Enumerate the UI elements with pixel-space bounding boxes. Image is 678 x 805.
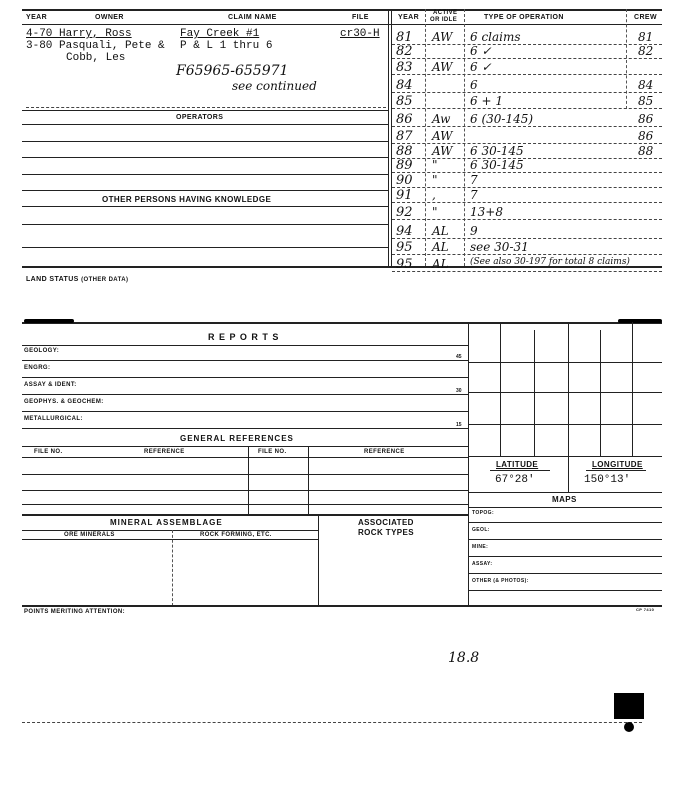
ore-minerals-label: ORE MINERALS bbox=[64, 532, 115, 538]
col-year2-label: YEAR bbox=[398, 14, 420, 21]
longitude-underline bbox=[586, 470, 646, 471]
log-crew: 86 bbox=[638, 112, 654, 126]
genref-col-reference-1: REFERENCE bbox=[144, 449, 185, 455]
log-year: 95 bbox=[396, 257, 413, 272]
claim-row-1: Fay Creek #1 bbox=[180, 28, 260, 40]
log-crew: 85 bbox=[638, 94, 654, 108]
log-year: 92 bbox=[396, 205, 413, 220]
grid-row-1 bbox=[468, 362, 662, 363]
mineral-header-rule bbox=[22, 539, 318, 540]
log-status: AL bbox=[432, 240, 449, 254]
log-year: 95 bbox=[396, 240, 413, 255]
mineral-top-rule bbox=[22, 514, 468, 516]
year-divider-right bbox=[391, 9, 392, 266]
genref-header-top bbox=[22, 446, 468, 447]
header-rule bbox=[22, 24, 662, 25]
report-row-label: GEOLOGY: bbox=[24, 348, 60, 354]
see-continued-handwritten: see continued bbox=[232, 79, 317, 93]
report-row-number: 15 bbox=[456, 422, 462, 428]
operators-line-3 bbox=[22, 174, 388, 175]
grid-col-4 bbox=[600, 330, 601, 456]
map-row-label: GEOL: bbox=[472, 527, 490, 533]
owner-row-2: 3-80 Pasquali, Pete & bbox=[26, 40, 165, 52]
maps-rule bbox=[468, 507, 662, 508]
log-status: AW bbox=[432, 129, 453, 143]
log-operation: 6 (30-145) bbox=[470, 112, 534, 126]
latitude-label: LATITUDE bbox=[496, 460, 539, 469]
log-operation: (See also 30-197 for total 8 claims) bbox=[470, 257, 630, 267]
log-operation: 6 claims bbox=[470, 30, 521, 44]
claim-row-2: P & L 1 thru 6 bbox=[180, 40, 273, 52]
genref-line-1 bbox=[22, 474, 468, 475]
report-row-label: GEOPHYS. & GEOCHEM: bbox=[24, 399, 104, 405]
log-operation: 6 ✓ bbox=[470, 44, 492, 58]
genref-col-file-no-2: FILE NO. bbox=[258, 449, 287, 455]
report-row-rule bbox=[22, 428, 468, 429]
map-row-label: OTHER (& PHOTOS): bbox=[472, 578, 529, 584]
rock-forming-label: ROCK FORMING, ETC. bbox=[200, 532, 272, 538]
report-row-label: METALLURGICAL: bbox=[24, 416, 83, 422]
log-row-rule bbox=[392, 44, 662, 45]
latitude-underline bbox=[490, 470, 550, 471]
operators-line-2 bbox=[22, 157, 388, 158]
col-file-label: FILE bbox=[352, 14, 369, 21]
mineral-assemblage-title: MINERAL ASSEMBLAGE bbox=[110, 518, 223, 527]
latlon-divider bbox=[568, 456, 569, 492]
rock-types-label: ROCK TYPES bbox=[358, 528, 415, 537]
log-status: AL bbox=[432, 224, 449, 238]
log-year: 83 bbox=[396, 60, 413, 75]
log-crew: 88 bbox=[638, 144, 654, 158]
report-row-number: 45 bbox=[456, 354, 462, 360]
edge-mark-left bbox=[24, 319, 74, 323]
reports-title: R E P O R T S bbox=[208, 332, 280, 342]
log-row-rule bbox=[392, 271, 662, 272]
year-divider-left bbox=[388, 9, 389, 266]
ore-rock-divider bbox=[172, 530, 173, 606]
log-status: Aw bbox=[432, 112, 451, 126]
right-panel-divider bbox=[468, 322, 469, 606]
log-status: " bbox=[432, 173, 438, 187]
mineral-rule bbox=[22, 530, 318, 531]
log-row-rule bbox=[392, 238, 662, 239]
log-status: AW bbox=[432, 144, 453, 158]
owner-row-1: 4-70 Harry, Ross bbox=[26, 28, 132, 40]
genref-header-rule bbox=[22, 457, 468, 458]
general-references-title: GENERAL REFERENCES bbox=[180, 434, 294, 443]
log-year: 81 bbox=[396, 30, 413, 45]
log-row-rule bbox=[392, 219, 662, 220]
log-row-rule bbox=[392, 108, 662, 109]
report-row-number: 30 bbox=[456, 388, 462, 394]
log-year: 94 bbox=[396, 224, 413, 239]
land-status-label: LAND STATUS (OTHER DATA) bbox=[26, 276, 129, 283]
report-row-rule bbox=[22, 360, 468, 361]
lower-bottom-rule bbox=[22, 605, 662, 607]
log-row-rule bbox=[392, 58, 662, 59]
map-row-label: TOPOG: bbox=[472, 510, 495, 516]
report-row-label: ASSAY & IDENT: bbox=[24, 382, 77, 388]
owner-row-3: Cobb, Les bbox=[66, 52, 126, 64]
col-type-op-label: TYPE OF OPERATION bbox=[484, 14, 564, 21]
knowledge-line-1 bbox=[22, 224, 388, 225]
log-operation: 7 bbox=[470, 173, 478, 187]
log-operation: 13+8 bbox=[470, 205, 503, 219]
map-row-rule bbox=[468, 573, 662, 574]
grid-col-1 bbox=[500, 322, 501, 456]
log-year: 90 bbox=[396, 173, 413, 188]
log-status: AW bbox=[432, 60, 453, 74]
log-row-rule bbox=[392, 74, 662, 75]
log-year: 89 bbox=[396, 158, 413, 173]
log-row-rule bbox=[392, 92, 662, 93]
log-operation: 6 ✓ bbox=[470, 60, 492, 74]
log-year: 87 bbox=[396, 129, 413, 144]
operators-line-1 bbox=[22, 141, 388, 142]
edge-mark-right bbox=[618, 319, 662, 323]
maps-title: MAPS bbox=[552, 495, 577, 504]
longitude-value: 150°13' bbox=[584, 474, 631, 486]
log-status: AW bbox=[432, 30, 453, 44]
log-crew: 86 bbox=[638, 129, 654, 143]
log-year: 84 bbox=[396, 78, 413, 93]
log-row-rule bbox=[392, 126, 662, 127]
registration-mark bbox=[614, 693, 644, 719]
log-status: " bbox=[432, 205, 438, 219]
log-operation: 6 bbox=[470, 78, 478, 92]
col-crew-label: CREW bbox=[634, 14, 657, 21]
log-row-rule bbox=[392, 202, 662, 203]
report-row-rule bbox=[22, 411, 468, 412]
grid-col-3 bbox=[568, 322, 569, 456]
knowledge-rule bbox=[22, 206, 388, 207]
log-crew: 84 bbox=[638, 78, 654, 92]
crew-divider bbox=[626, 9, 627, 109]
operators-rule bbox=[22, 124, 388, 125]
genref-col-file-no-1: FILE NO. bbox=[34, 449, 63, 455]
grid-col-2 bbox=[534, 330, 535, 456]
grid-col-5 bbox=[632, 322, 633, 456]
top-rule bbox=[22, 9, 662, 11]
map-row-rule bbox=[468, 539, 662, 540]
log-operation: 6 30-145 bbox=[470, 144, 524, 158]
knowledge-top-rule bbox=[22, 190, 388, 191]
col-claim-name-label: CLAIM NAME bbox=[228, 14, 277, 21]
associated-label: ASSOCIATED bbox=[358, 518, 414, 527]
assoc-divider bbox=[318, 514, 319, 606]
report-row-rule bbox=[22, 394, 468, 395]
lower-top-rule bbox=[22, 322, 662, 324]
log-year: 86 bbox=[396, 112, 413, 127]
log-year: 88 bbox=[396, 144, 413, 159]
log-status: , bbox=[432, 188, 436, 202]
points-meriting-attention-label: POINTS MERITING ATTENTION: bbox=[24, 609, 126, 615]
log-operation: 6 + 1 bbox=[470, 94, 503, 108]
operators-title: OPERATORS bbox=[176, 114, 224, 121]
log-status: AL bbox=[432, 257, 449, 271]
log-crew: 81 bbox=[638, 30, 654, 44]
log-status: " bbox=[432, 158, 438, 172]
form-number: CP 7410 bbox=[636, 607, 655, 612]
log-operation: 9 bbox=[470, 224, 478, 238]
col-year-label: YEAR bbox=[26, 14, 48, 21]
owner-bottom-rule bbox=[26, 107, 386, 108]
claim-numbers-handwritten: F65965-655971 bbox=[176, 63, 289, 79]
reports-rule bbox=[22, 345, 468, 346]
log-year: 82 bbox=[396, 44, 413, 59]
bottom-dashed-rule bbox=[22, 722, 642, 723]
log-operation: 7 bbox=[470, 188, 478, 202]
map-row-rule bbox=[468, 590, 662, 591]
log-operation: see 30-31 bbox=[470, 240, 529, 254]
longitude-label: LONGITUDE bbox=[592, 460, 643, 469]
col-owner-label: OWNER bbox=[95, 14, 124, 21]
page-mark-handwritten: 18.8 bbox=[448, 650, 480, 666]
log-row-rule bbox=[392, 254, 662, 255]
grid-row-2 bbox=[468, 392, 662, 393]
col-idle-label: OR IDLE bbox=[430, 17, 458, 23]
col-active-label: ACTIVE bbox=[433, 10, 458, 16]
log-crew: 82 bbox=[638, 44, 654, 58]
report-row-rule bbox=[22, 377, 468, 378]
knowledge-title: OTHER PERSONS HAVING KNOWLEDGE bbox=[102, 195, 272, 204]
log-operation: 6 30-145 bbox=[470, 158, 524, 172]
active-divider bbox=[425, 9, 426, 266]
genref-col-reference-2: REFERENCE bbox=[364, 449, 405, 455]
latitude-value: 67°28' bbox=[495, 474, 535, 486]
file-number: cr30-H bbox=[340, 28, 380, 40]
map-row-label: ASSAY: bbox=[472, 561, 493, 567]
map-row-rule bbox=[468, 556, 662, 557]
map-row-rule bbox=[468, 522, 662, 523]
genref-line-3 bbox=[22, 504, 468, 505]
type-divider bbox=[464, 9, 465, 266]
map-row-label: MINE: bbox=[472, 544, 489, 550]
log-year: 91 bbox=[396, 188, 413, 203]
genref-line-2 bbox=[22, 490, 468, 491]
grid-row-4 bbox=[468, 456, 662, 457]
report-row-label: ENGRG: bbox=[24, 365, 51, 371]
grid-row-3 bbox=[468, 424, 662, 425]
maps-top-rule bbox=[468, 492, 662, 493]
log-year: 85 bbox=[396, 94, 413, 109]
operators-top-rule bbox=[22, 110, 388, 111]
registration-dot bbox=[624, 722, 634, 732]
knowledge-line-2 bbox=[22, 247, 388, 248]
